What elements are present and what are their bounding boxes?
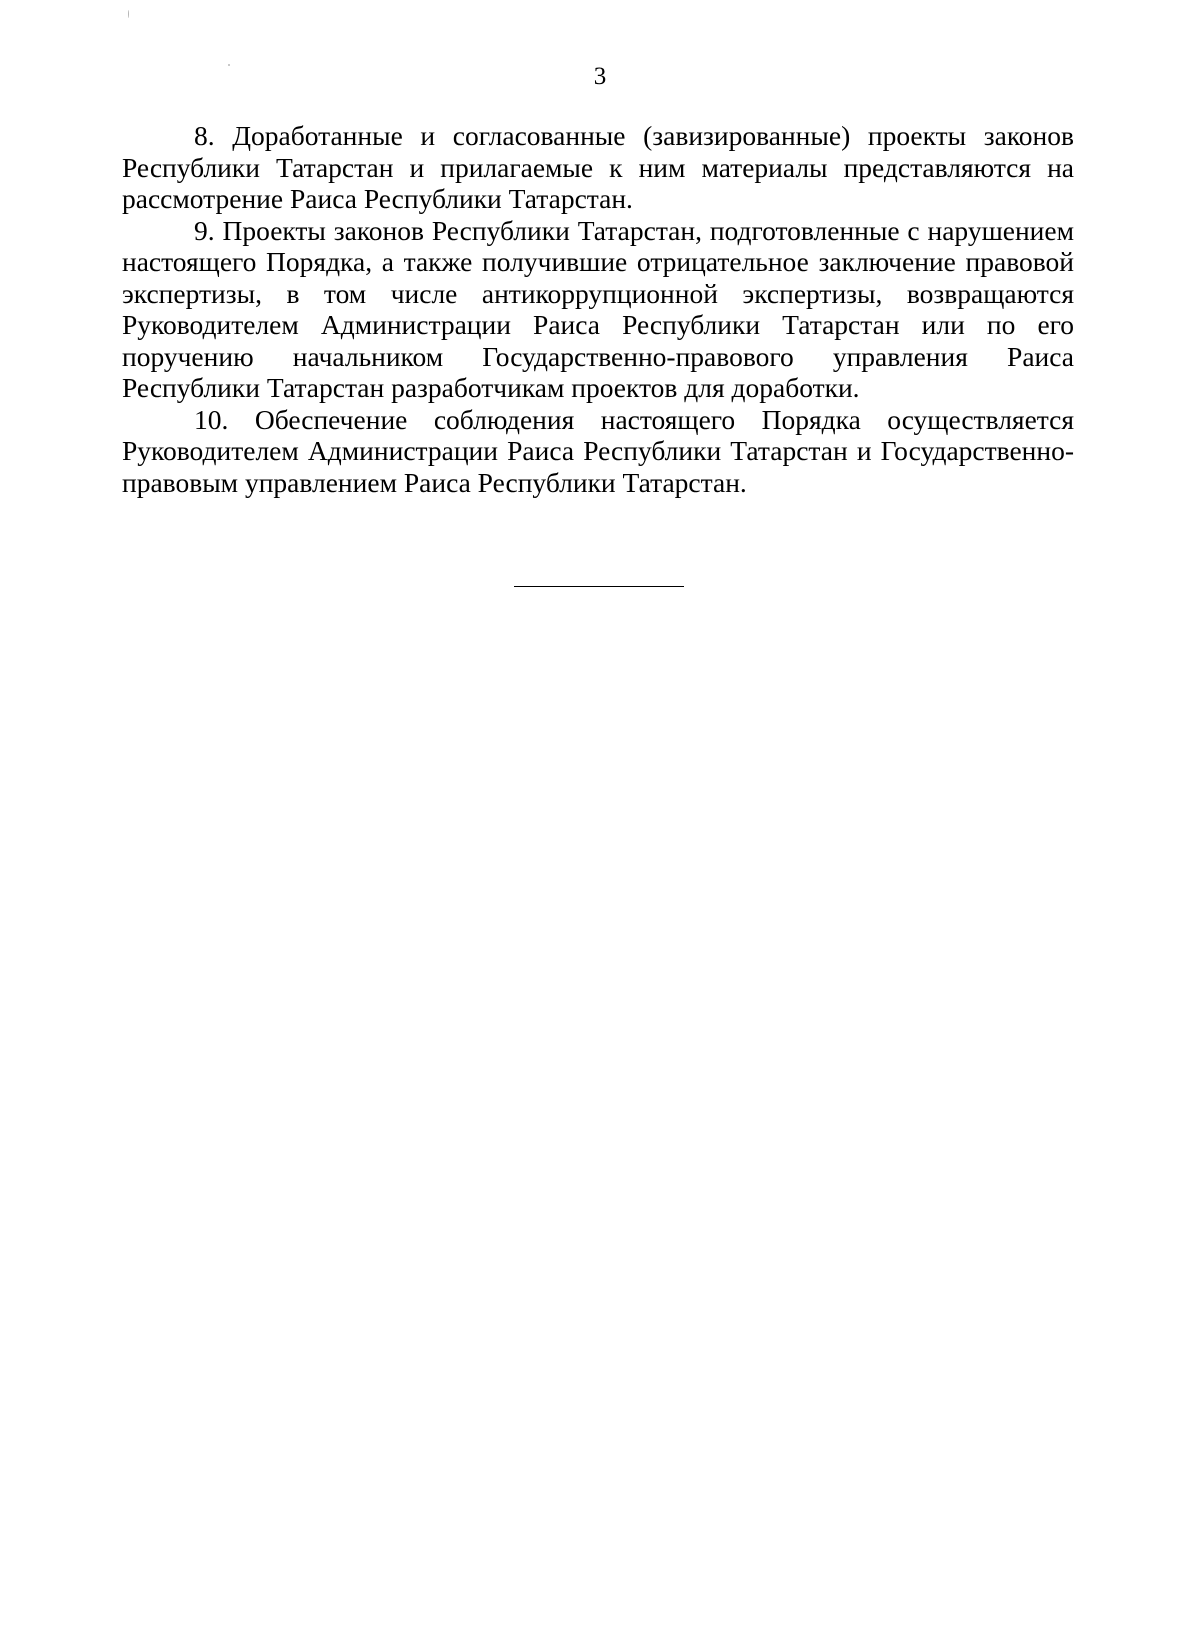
paragraph-8: 8. Доработанные и согласованные (завизированные) проекты законов Республики Татарстан и прилагаемые к ним материалы представляются на рассмотрение Раиса Республики Татарстан.: [122, 120, 1074, 214]
document-body: [122, 120, 1074, 498]
scan-speck: [128, 10, 129, 18]
paragraph-9: 9. Проекты законов Республики Татарстан, подготовленные с нарушением настоящего Порядка, а также получившие отрицательное заключение правовой экспертизы, в том числе антикоррупционной экспертизы, возвращаются Руководителем Администрации Раиса Республики Татарстан или по его поручению начальником Государственно-правового управления Раиса Республики Татарстан разработчикам проектов для доработки.: [122, 214, 1074, 403]
paragraph-10: 10. Обеспечение соблюдения настоящего Порядка осуществляется Руководителем Администрации Раиса Республики Татарстан и Государственно-правовым управлением Раиса Республики Татарстан.: [122, 403, 1074, 498]
page-number: 3: [593, 63, 607, 90]
end-separator-line: [514, 586, 684, 587]
